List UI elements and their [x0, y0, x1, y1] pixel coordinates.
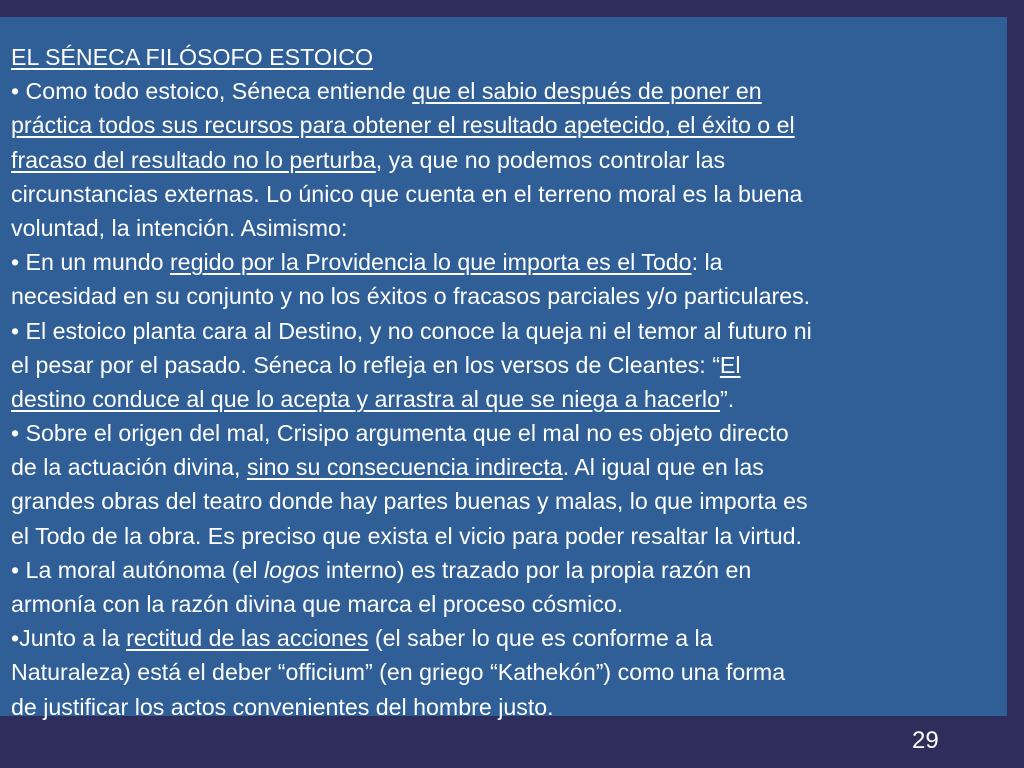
- text-segment: •Junto a la: [11, 625, 127, 652]
- text-line: [11, 655, 1001, 689]
- text-segment: • Sobre el origen del mal, Crisipo argumenta que el mal no es objeto directo: [11, 420, 789, 447]
- text-segment: grandes obras del teatro donde hay partes buenas y malas, lo que importa es: [11, 488, 808, 515]
- text-segment: el Todo de la obra. Es preciso que exista el vicio para poder resaltar la virtud.: [11, 522, 802, 549]
- slide-body-text: [11, 40, 1001, 724]
- text-segment: voluntad, la intención. Asimismo:: [11, 214, 348, 241]
- slide-title: [11, 40, 1001, 74]
- text-segment: ”.: [719, 385, 735, 412]
- underlined-text: práctica todos sus recursos para obtener el resultado apetecido, el éxito o el: [11, 112, 795, 139]
- underlined-text: regido por la Providencia lo que importa es el Todo: [169, 249, 692, 276]
- underlined-text: destino conduce al que lo acepta y arrastra al que se niega a hacerlo: [11, 385, 720, 412]
- text-line: [11, 143, 1001, 177]
- underlined-text: rectitud de las acciones: [126, 625, 369, 652]
- text-segment: Naturaleza) está el deber “officium” (en griego “Kathekón”) como una forma: [11, 659, 786, 686]
- text-segment: • En un mundo: [11, 249, 170, 276]
- text-segment: • El estoico planta cara al Destino, y no conoce la queja ni el temor al futuro ni: [11, 317, 812, 344]
- text-line: [11, 348, 1001, 382]
- text-line: [11, 484, 1001, 518]
- text-segment: armonía con la razón divina que marca el proceso cósmico.: [11, 591, 624, 617]
- page-number: 29: [912, 727, 939, 754]
- underlined-text: fracaso del resultado no lo perturba: [11, 146, 376, 173]
- underlined-text: que el sabio después de poner en: [412, 78, 762, 105]
- text-segment: interno) es trazado por la propia razón en: [319, 556, 752, 583]
- text-line: [11, 108, 1001, 142]
- italic-text: logos: [264, 556, 320, 583]
- text-segment: el pesar por el pasado. Séneca lo refleja en los versos de Cleantes: “: [11, 351, 720, 378]
- text-line: [11, 382, 1001, 416]
- text-line: [11, 450, 1001, 484]
- text-segment: • La moral autónoma (el: [11, 556, 265, 583]
- text-line: [11, 621, 1001, 655]
- text-line: [11, 279, 1001, 313]
- text-line: [11, 553, 1001, 587]
- text-line: [11, 245, 1001, 279]
- text-segment: • Como todo estoico, Séneca entiende: [11, 78, 413, 105]
- text-line: [11, 74, 1001, 108]
- text-segment: de justificar los actos convenientes del hombre justo.: [11, 693, 554, 720]
- underlined-text: sino su consecuencia indirecta: [246, 454, 563, 481]
- text-segment: : la: [691, 249, 723, 276]
- text-segment: . Al igual que en las: [562, 454, 764, 481]
- text-line: [11, 314, 1001, 348]
- underlined-text: EL SÉNECA FILÓSOFO ESTOICO: [11, 44, 374, 70]
- text-line: [11, 519, 1001, 553]
- text-segment: necesidad en su conjunto y no los éxitos o fracasos parciales y/o particulares.: [11, 283, 811, 310]
- text-segment: (el saber lo que es conforme a la: [368, 625, 713, 652]
- text-line: [11, 211, 1001, 245]
- underlined-text: El: [719, 351, 741, 378]
- text-line: [11, 587, 1001, 621]
- text-line: [11, 690, 1001, 724]
- text-line: [11, 177, 1001, 211]
- slide-content-panel: [0, 17, 1007, 720]
- text-segment: de la actuación divina,: [11, 454, 247, 481]
- text-line: [11, 416, 1001, 450]
- text-segment: , ya que no podemos controlar las: [375, 146, 726, 173]
- text-segment: circunstancias externas. Lo único que cuenta en el terreno moral es la buena: [11, 180, 803, 207]
